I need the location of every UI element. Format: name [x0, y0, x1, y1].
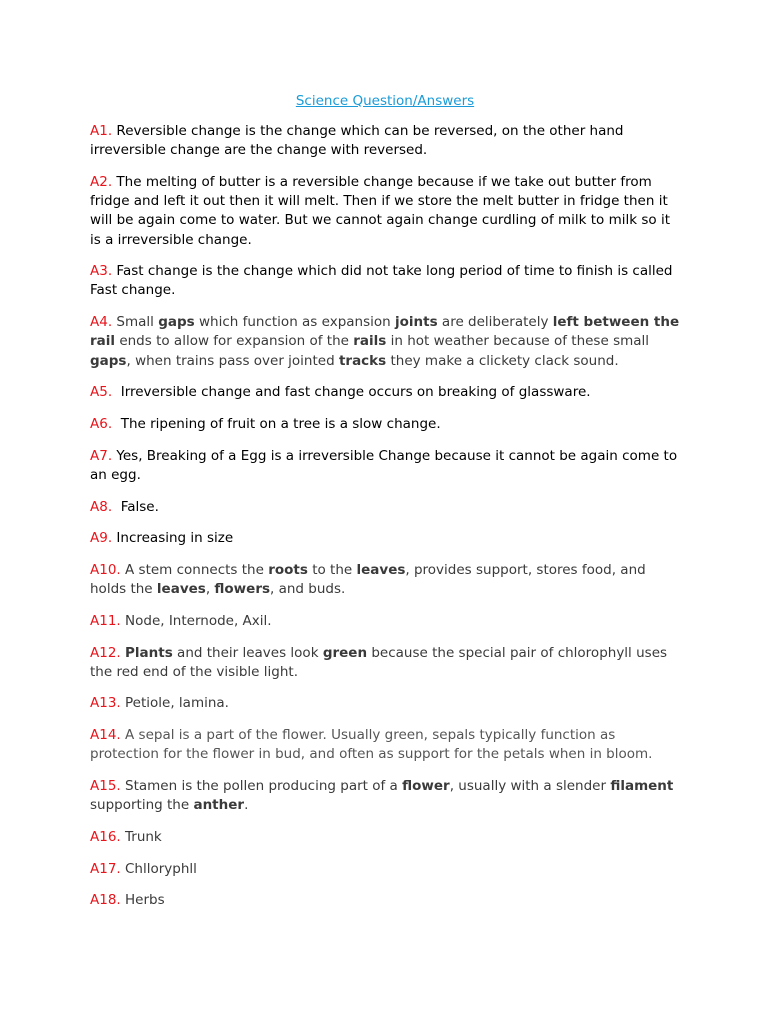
- answer-number: A6.: [90, 415, 113, 432]
- answer-text: The melting of butter is a reversible change because if we take out butter from fridge and left it out then it will melt. Then if we store the melt butter in fridge then it will be again come to water. But we cannot again change curdling of milk to milk so it is a irreversible change.: [90, 173, 670, 248]
- answer-bold-term: leaves: [156, 581, 206, 598]
- answer-a14: [90, 726, 680, 764]
- answer-a12: [90, 644, 680, 682]
- answer-bold-term: flowers: [214, 581, 271, 598]
- answer-number: A5.: [90, 384, 113, 401]
- answer-text: , provides support, stores food, and holds the: [90, 561, 646, 598]
- answer-bold-term: left between the rail: [90, 314, 680, 350]
- answer-text: Chlloryphll: [120, 860, 197, 877]
- answer-text: they make a clickety clack sound.: [386, 352, 619, 369]
- answer-a1: [90, 122, 680, 160]
- answer-number: A7.: [90, 447, 113, 464]
- answer-text: Reversible change is the change which can be reversed, on the other hand irreversible change are the change with reversed.: [90, 123, 624, 159]
- answer-bold-term: rails: [353, 333, 387, 350]
- answer-a3: [90, 262, 680, 300]
- answer-text: Yes, Breaking of a Egg is a irreversible Change because it cannot be again come to an egg.: [90, 447, 678, 483]
- answer-number: A9.: [90, 530, 113, 547]
- answer-number: A13.: [90, 695, 121, 712]
- answer-bold-term: flower: [402, 778, 450, 795]
- answer-number: A18.: [90, 892, 121, 909]
- answer-bold-term: green: [322, 644, 368, 661]
- answer-number: A8.: [90, 498, 113, 515]
- answer-number: A10.: [90, 561, 121, 578]
- answer-number: A15.: [90, 778, 121, 795]
- answer-text: because the special pair of chlorophyll uses the red end of the visible light.: [90, 644, 668, 680]
- answer-text: Petiole, lamina.: [120, 695, 229, 712]
- answer-a2: [90, 173, 680, 250]
- answer-bold-term: leaves: [356, 561, 406, 578]
- answer-text: Increasing in size: [112, 530, 234, 547]
- answer-bold-term: joints: [394, 314, 438, 331]
- answer-text: , usually with a slender: [449, 778, 611, 795]
- answer-a5: [90, 383, 680, 402]
- answer-text: to the: [307, 561, 357, 578]
- answer-text: Fast change is the change which did not take long period of time to finish is called Fast change.: [90, 263, 673, 299]
- answer-bold-term: tracks: [338, 352, 387, 369]
- answer-a7: [90, 447, 680, 485]
- answer-a10: [90, 561, 680, 599]
- answer-bold-term: anther: [193, 797, 245, 814]
- answer-number: A16.: [90, 828, 121, 845]
- answer-bold-term: filament: [610, 778, 674, 795]
- answer-a11: [90, 612, 680, 631]
- answer-a16: [90, 828, 680, 847]
- answer-text: , when trains pass over jointed: [126, 352, 339, 369]
- answer-a15: [90, 777, 680, 815]
- answer-number: A4.: [90, 314, 113, 331]
- answer-text: ends to allow for expansion of the: [115, 333, 354, 350]
- answer-a13: [90, 694, 680, 713]
- answer-a8: [90, 498, 680, 517]
- answer-number: A14.: [90, 727, 121, 744]
- answer-text: Irreversible change and fast change occurs on breaking of glassware.: [112, 384, 591, 401]
- answer-text: Small: [112, 314, 159, 331]
- answer-text: are deliberately: [437, 314, 553, 331]
- answer-bold-term: Plants: [125, 644, 173, 661]
- answer-text: supporting the: [90, 797, 194, 814]
- answer-text: Stamen is the pollen producing part of a: [120, 778, 403, 795]
- document-title-link[interactable]: Science Question/Answers: [295, 93, 475, 109]
- document-page: [90, 92, 680, 923]
- answer-bold-term: gaps: [90, 352, 127, 369]
- answer-number: A17.: [90, 860, 121, 877]
- answer-number: A2.: [90, 173, 113, 190]
- answer-text: Node, Internode, Axil.: [120, 612, 272, 629]
- answer-text: A sepal is a part of the flower. Usually green, sepals typically function as protection for the flower in bud, and often as support for the petals when in bloom.: [90, 727, 653, 763]
- answer-number: A1.: [90, 123, 113, 139]
- answer-text: Herbs: [120, 892, 165, 909]
- answer-text: and their leaves look: [172, 644, 323, 661]
- answer-text: , and buds.: [270, 581, 346, 598]
- answer-number: A11.: [90, 612, 121, 629]
- answer-text: ,: [205, 581, 215, 598]
- answer-a17: [90, 860, 680, 879]
- answer-bold-term: roots: [268, 561, 308, 578]
- answer-text: False.: [112, 498, 159, 515]
- answer-text: which function as expansion: [194, 314, 395, 331]
- answer-text: in hot weather because of these small: [386, 333, 650, 350]
- answer-text: .: [244, 797, 249, 814]
- answer-a4: [90, 313, 680, 371]
- answer-number: A3.: [90, 263, 113, 280]
- answer-bold-term: gaps: [158, 314, 195, 331]
- answer-text: A stem connects the: [120, 561, 269, 578]
- answer-a18: [90, 891, 680, 910]
- answer-a6: [90, 415, 680, 434]
- answer-text: The ripening of fruit on a tree is a slow change.: [112, 415, 441, 432]
- answer-text: Trunk: [120, 828, 162, 845]
- answer-number: A12.: [90, 644, 121, 661]
- answer-a9: [90, 529, 680, 548]
